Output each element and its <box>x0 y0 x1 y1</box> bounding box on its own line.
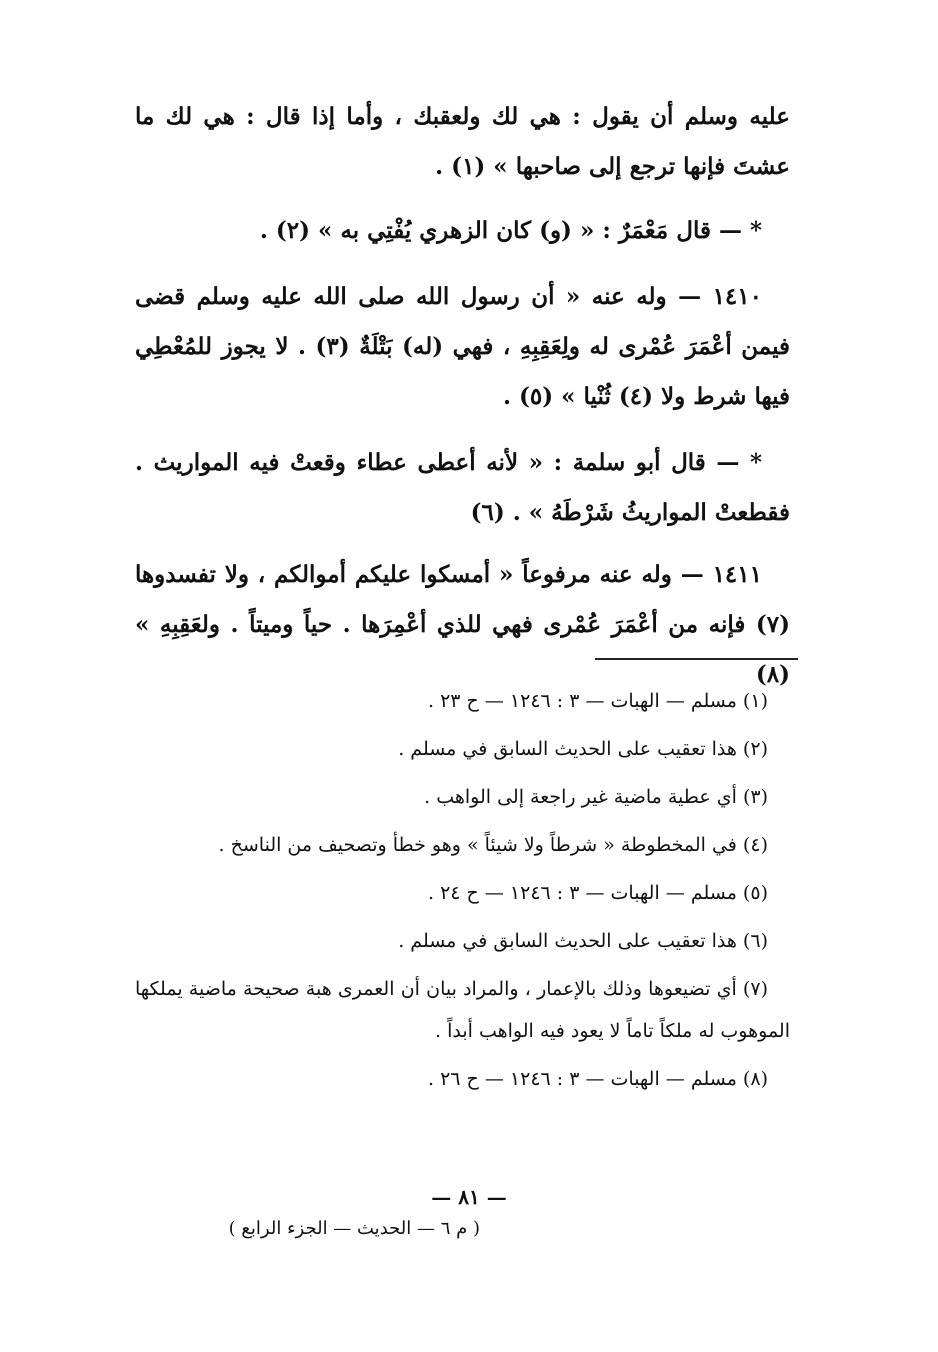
footnote-3: (٣) أي عطية ماضية غير راجعة إلى الواهب . <box>424 786 768 808</box>
paragraph-continuation: عليه وسلم أن يقول : هي لك ولعقبك ، وأما إذا قال : هي لك ما عشتَ فإنها ترجع إلى صاحبها » (١) . <box>135 103 790 180</box>
page-number: — ٨١ — <box>431 1185 507 1209</box>
footnote-7: (٧) أي تضيعوها وذلك بالإعمار ، والمراد بيان أن العمرى هبة صحيحة ماضية يملكها الموهوب له ملكاً تاماً لا يعود فيه الواهب أبداً . <box>135 978 790 1042</box>
paragraph-abu-salama-note: * — قال أبو سلمة : « لأنه أعطى عطاء وقعتْ فيه المواريث . فقطعتْ المواريثُ شَرْطَهُ » . (٦) <box>135 449 790 526</box>
signature-reference: ( م ٦ — الحديث — الجزء الرابع ) <box>228 1218 480 1239</box>
footnote-separator <box>595 658 798 660</box>
footnotes <box>135 680 790 1106</box>
paragraph-mamar-note: * — قال مَعْمَرٌ : « (و) كان الزهري يُفْتِي به » (٢) . <box>259 217 762 244</box>
hadith-1411: ١٤١١ — وله عنه مرفوعاً « أمسكوا عليكم أموالكم ، ولا تفسدوها (٧) فإنه من أعْمَرَ عُمْرى فهي للذي أعْمِرَها . حياً وميتاً . ولعَقِبِهِ » (٨) <box>135 561 790 688</box>
hadith-1410: ١٤١٠ — وله عنه « أن رسول الله صلى الله عليه وسلم قضى فيمن أعْمَرَ عُمْرى له ولِعَقِبِهِ ، فهي (له) بَتْلَةٌ (٣) . لا يجوز للمُعْطِي فيها شرط ولا (٤) ثُنْيا » (٥) . <box>135 283 791 410</box>
footnote-6: (٦) هذا تعقيب على الحديث السابق في مسلم . <box>398 930 768 952</box>
footnote-2: (٢) هذا تعقيب على الحديث السابق في مسلم . <box>398 738 768 760</box>
footnote-8: (٨) مسلم — الهبات — ٣ : ١٢٤٦ — ح ٢٦ . <box>428 1068 768 1090</box>
main-text <box>135 92 790 700</box>
footnote-4: (٤) في المخطوطة « شرطاً ولا شيئاً » وهو خطأ وتصحيف من الناسخ . <box>218 834 768 856</box>
footnote-1: (١) مسلم — الهبات — ٣ : ١٢٤٦ — ح ٢٣ . <box>428 690 768 712</box>
footnote-5: (٥) مسلم — الهبات — ٣ : ١٢٤٦ — ح ٢٤ . <box>428 882 768 904</box>
